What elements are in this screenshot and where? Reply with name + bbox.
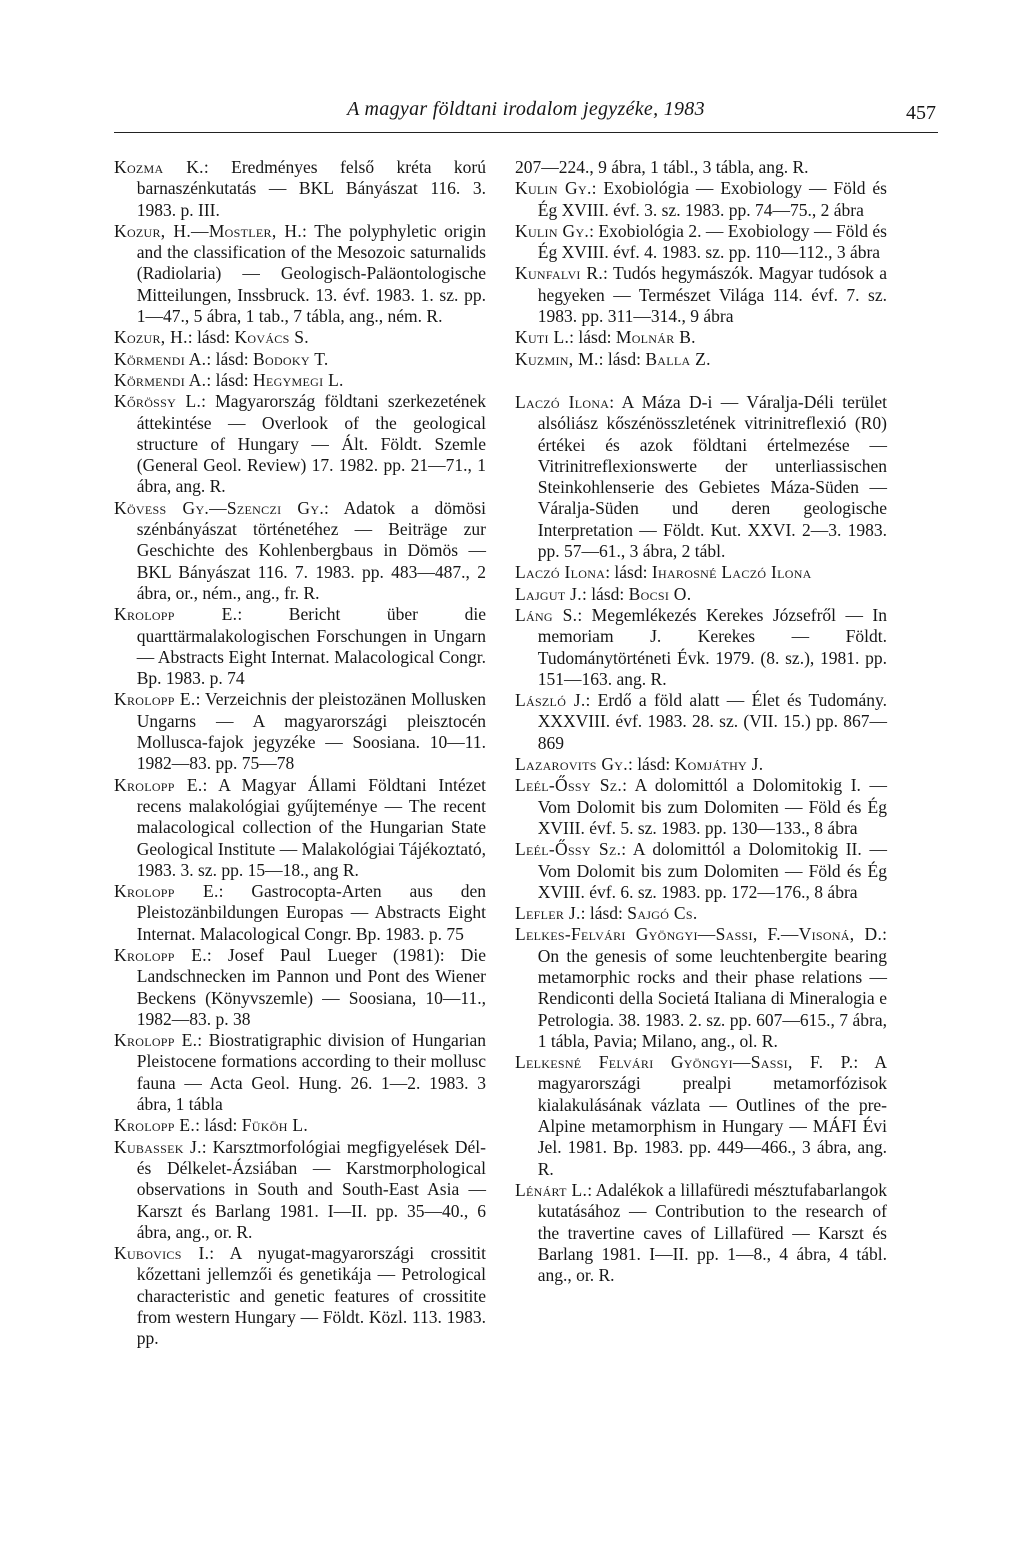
entry-author: Krolopp E. <box>114 774 203 795</box>
entry-text: : Magyarország földtani szerkezetének áttekintése — Overlook of the geological structure of Hungary — Ált. Földt. Szemle (General Geol. Review) 17. 1982. pp. 21—71., 1 ábra, ang. R. <box>136 391 486 497</box>
entry-text: : Karsztmorfológiai megfigyelések Dél- és Délkelet-Ázsiában — Karstmorphological observations in South and South-East Asia — Karszt és Barlang 1981. I—II. pp. 35—40., 6 ábra, ang., or. R. <box>136 1136 486 1242</box>
bibliography-entry <box>515 562 887 583</box>
entry-text: : Adalékok a lillafüredi mésztufabarlangok kutatásához — Contribution to the research of the travertine caves of Lillafüred — Karszt és Barlang 1981. I—II. pp. 1—8., 4 ábra, 4 tábl. ang., or. R. <box>537 1179 887 1286</box>
entry-cross-reference: Molnár B. <box>615 327 696 348</box>
entry-text: : A Máza D-i — Váralja-Déli terület alsóliász kőszénösszletének vitrinitreflexió (R0) értékei és azok földtani értelmezése — Vitrinitreflexionswerte der unterliassischen Steinkohlenserie des Gebietes Máza-Süden — Váralja-Süden und deren geologische Interpretation — Földt. Kut. XXVI. 2—3. 1983. pp. 57—61., 3 ábra, 2 tábl. <box>537 391 888 562</box>
entry-cross-reference: Bodoky T. <box>253 348 329 369</box>
bibliography-entry <box>114 349 486 370</box>
entry-text: : Verzeichnis der pleistozänen Mollusken Ungarns — A magyarországi pleisztocén Mollusca-fajok jegyzéke — Soosiana. 10—11. 1982—83. pp. 75—78 <box>136 689 486 774</box>
entry-text: : lásd: <box>569 327 616 348</box>
entry-author: Leél-Őssy Sz. <box>515 775 623 796</box>
entry-author: Krolopp E. <box>114 689 196 710</box>
entry-author: Kulin Gy. <box>515 178 592 199</box>
entry-text: : A dolomittól a Dolomitokig II. — Vom Dolomit bis zum Dolomiten — Föld és Ég XVIII. évf. 6. sz. 1983. pp. 172—176., 8 ábra <box>537 839 887 902</box>
bibliography-entry <box>114 1243 486 1349</box>
entry-cross-reference: Komjáthy J. <box>674 754 764 775</box>
entry-author: Lelkes-Felvári Gyöngyi—Sassi, F.—Visoná, D. <box>515 924 883 945</box>
bibliography-entry <box>114 604 486 689</box>
bibliography-entry <box>114 221 486 327</box>
entry-author: Kőrössy L. <box>114 391 202 412</box>
entry-text: : Biostratigraphic division of Hungarian Pleistocene formations according to their mollusc fauna — Acta Geol. Hung. 26. 1—2. 1983. 3 ábra, 1 tábla <box>136 1030 487 1115</box>
entry-text: : Adatok a dömösi szénbányászat történetéhez — Beiträge zur Geschichte des Kohlenbergbaus in Dömös — BKL Bányászat 116. 7. 1983. pp. 483—487., 2 ábra, or., ném., ang., fr. R. <box>136 497 486 603</box>
entry-cross-reference: Sajgó Cs. <box>627 903 698 924</box>
entry-text: : Eredményes felső kréta korú barnaszénkutatás — BKL Bányászat 116. 3. 1983. p. III. <box>136 157 486 220</box>
bibliography-entry <box>114 945 486 1030</box>
entry-author: Kuti L. <box>515 327 570 348</box>
bibliography-entry <box>114 391 486 497</box>
entry-text: : A dolomittól a Dolomitokig I. — Vom Dolomit bis zum Dolomiten — Föld és Ég XVIII. évf. 5. sz. 1983. pp. 130—133., 8 ábra <box>537 775 887 838</box>
bibliography-entry <box>114 370 486 391</box>
entry-cross-reference: Füköh L. <box>241 1115 309 1136</box>
bibliography-entry <box>515 839 887 903</box>
entry-text: 207—224., 9 ábra, 1 tábl., 3 tábla, ang. R. <box>515 157 809 177</box>
entry-cross-reference: Kovács S. <box>234 327 309 348</box>
running-title: A magyar földtani irodalom jegyzéke, 1983 <box>347 98 705 120</box>
bibliography-entry <box>515 605 887 690</box>
entry-text: : Gastrocopta-Arten aus den Pleistozänbildungen Europas — Abstracts Eight Internat. Malacological Congr. Bp. 1983. p. 75 <box>136 881 487 944</box>
bibliography-entry <box>515 221 887 264</box>
entry-author: Láng S. <box>515 604 578 625</box>
bibliography-entry <box>515 263 887 327</box>
entry-text: : Exobiológia 2. — Exobiology — Föld és Ég XVIII. évf. 4. 1983. sz. pp. 110—112., 3 ábra <box>537 220 887 263</box>
bibliography-entry <box>114 689 486 774</box>
entry-author: Laczó Ilona <box>515 391 610 412</box>
bibliography-entry <box>114 157 486 221</box>
entry-author: Lefler J. <box>515 903 581 924</box>
entry-text: : lásd: <box>195 1115 242 1136</box>
bibliography-entry <box>515 754 887 775</box>
right-column <box>515 157 887 1286</box>
entry-author: Kövess Gy.—Szenczi Gy. <box>114 497 325 518</box>
bibliography-entry <box>515 584 887 605</box>
entry-author: Kozur, H.—Mostler, H. <box>114 220 303 241</box>
entry-author: Kuzmin, M. <box>515 348 599 369</box>
bibliography-entry <box>114 1137 486 1243</box>
entry-cross-reference: Bocsi O. <box>628 583 692 604</box>
entry-author: Kunfalvi R. <box>515 263 604 284</box>
entry-cross-reference: Iharosné Laczó Ilona <box>651 562 812 583</box>
entry-author: László J. <box>515 690 586 711</box>
entry-author: Krolopp E. <box>114 944 207 965</box>
entry-text: : A nyugat-magyarországi crossitit kőzettani jellemzői és genetikája — Petrological characteristic and genetic features of crossitite from western Hungary — Földt. Közl. 113. 1983. pp. <box>136 1243 486 1349</box>
entry-text: : lásd: <box>206 369 254 390</box>
entry-author: Kubovics I. <box>114 1243 210 1264</box>
bibliography-entry <box>515 690 887 754</box>
entry-author: Kubassek J. <box>114 1136 202 1157</box>
entry-cross-reference: Hegymegi L. <box>253 369 344 390</box>
entry-text: : On the genesis of some leuchtenbergite bearing metamorphic rocks and their phase relations — Rendiconti della Societá Italiana di Mineralogia e Petrologia. 38. 1983. 2. sz. pp. 607—615., 7 ábra, 1 tábla, Pavia; Milano, ang., ol. R. <box>537 924 887 1051</box>
bibliography-entry <box>515 327 887 348</box>
entry-author: Krolopp E. <box>114 1030 198 1051</box>
entry-author: Kozma K. <box>114 157 204 177</box>
bibliography-entry <box>515 903 887 924</box>
entry-text: : lásd: <box>605 562 652 583</box>
entry-author: Kulin Gy. <box>515 220 590 241</box>
bibliography-entry <box>515 775 887 839</box>
entry-author: Krolopp E. <box>114 604 238 625</box>
bibliography-entry <box>515 157 887 178</box>
entry-text: : lásd: <box>627 754 675 775</box>
bibliography-entry <box>114 1115 486 1136</box>
entry-text: : lásd: <box>581 583 629 604</box>
entry-text: : A Magyar Állami Földtani Intézet recens malakológiai gyűjteménye — The recent malacological collection of the Hungarian State Geological Institute — Malakológiai Tájékoztató, 1983. 3. sz. pp. 15—18., ang R. <box>136 774 486 880</box>
bibliography-entry <box>114 498 486 604</box>
page-number: 457 <box>906 102 936 124</box>
entry-author: Körmendi A. <box>114 369 207 390</box>
bibliography-entry <box>114 327 486 348</box>
entry-author: Körmendi A. <box>114 348 207 369</box>
running-header <box>114 96 938 133</box>
entry-author: Leél-Őssy Sz. <box>515 839 622 860</box>
entry-text: : A magyarországi prealpi metamorfózisok kialakulásának vázlata — Outlines of the pre-Alpine metamorphism in Hungary — MÁFI Évi Jel. 1981. Bp. 1983. pp. 449—466., 3 ábra, ang. R. <box>537 1052 887 1179</box>
entry-author: Krolopp E. <box>114 881 219 902</box>
entry-text: : lásd: <box>187 327 235 348</box>
bibliography-entry <box>114 775 486 881</box>
entry-text: : Exobiológia — Exobiology — Föld és Ég XVIII. évf. 3. sz. 1983. pp. 74—75., 2 ábra <box>537 178 887 220</box>
bibliography-entry <box>515 1052 887 1180</box>
entry-text: : lásd: <box>598 348 646 369</box>
bibliography-entry <box>515 178 887 221</box>
entry-text: : lásd: <box>580 903 628 924</box>
entry-text: : Josef Paul Lueger (1981): Die Landschnecken im Pannon und Pont des Wiener Beckens (Könyvszemle) — Soosiana, 10—11., 1982—83. p. 38 <box>136 944 487 1029</box>
entry-text: : lásd: <box>206 348 254 369</box>
entry-text: : Erdő a föld alatt — Élet és Tudomány. XXXVIII. évf. 1983. 28. sz. (VII. 15.) pp. 867—869 <box>537 690 887 753</box>
entry-author: Lazarovits Gy. <box>515 754 628 775</box>
entry-author: Lajgut J. <box>515 583 582 604</box>
entry-text: : The polyphyletic origin and the classification of the Mesozoic saturnalids (Radiolaria) — Geologisch-Paläontologische Mitteilungen, Inssbruck. 13. évf. 1983. 1. sz. pp. 1—47., 5 ábra, 1 tab., 7 tábla, ang., ném. R. <box>136 220 486 327</box>
entry-text: : Tudós hegymászók. Magyar tudósok a hegyeken — Természet Világa 114. évf. 7. sz. 1983. pp. 311—314., 9 ábra <box>537 263 887 327</box>
entry-author: Lénárt L. <box>515 1179 588 1200</box>
bibliography-entry <box>515 924 887 1052</box>
bibliography-entry <box>515 1180 887 1286</box>
entry-author: Lelkesné Felvári Gyöngyi—Sassi, F. P. <box>515 1052 854 1073</box>
bibliography-entry <box>515 349 887 370</box>
entry-text: : Megemlékezés Kerekes Józsefről — In memoriam J. Kerekes — Földt. Tudománytörténeti Évk. 1979. (8. sz.), 1981. pp. 151—163. ang. R. <box>537 604 888 689</box>
bibliography-entry <box>114 1030 486 1115</box>
entry-author: Laczó Ilona <box>515 562 606 583</box>
left-column <box>114 157 486 1350</box>
entry-text: : Bericht über die quarttärmalakologischen Forschungen in Ungarn — Abstracts Eight Internat. Malacological Congr. Bp. 1983. p. 74 <box>136 604 486 689</box>
entry-author: Kozur, H. <box>114 327 188 348</box>
entry-cross-reference: Balla Z. <box>645 348 711 369</box>
entry-author: Krolopp E. <box>114 1115 196 1136</box>
bibliography-entry <box>114 881 486 945</box>
bibliography-entry <box>515 392 887 562</box>
